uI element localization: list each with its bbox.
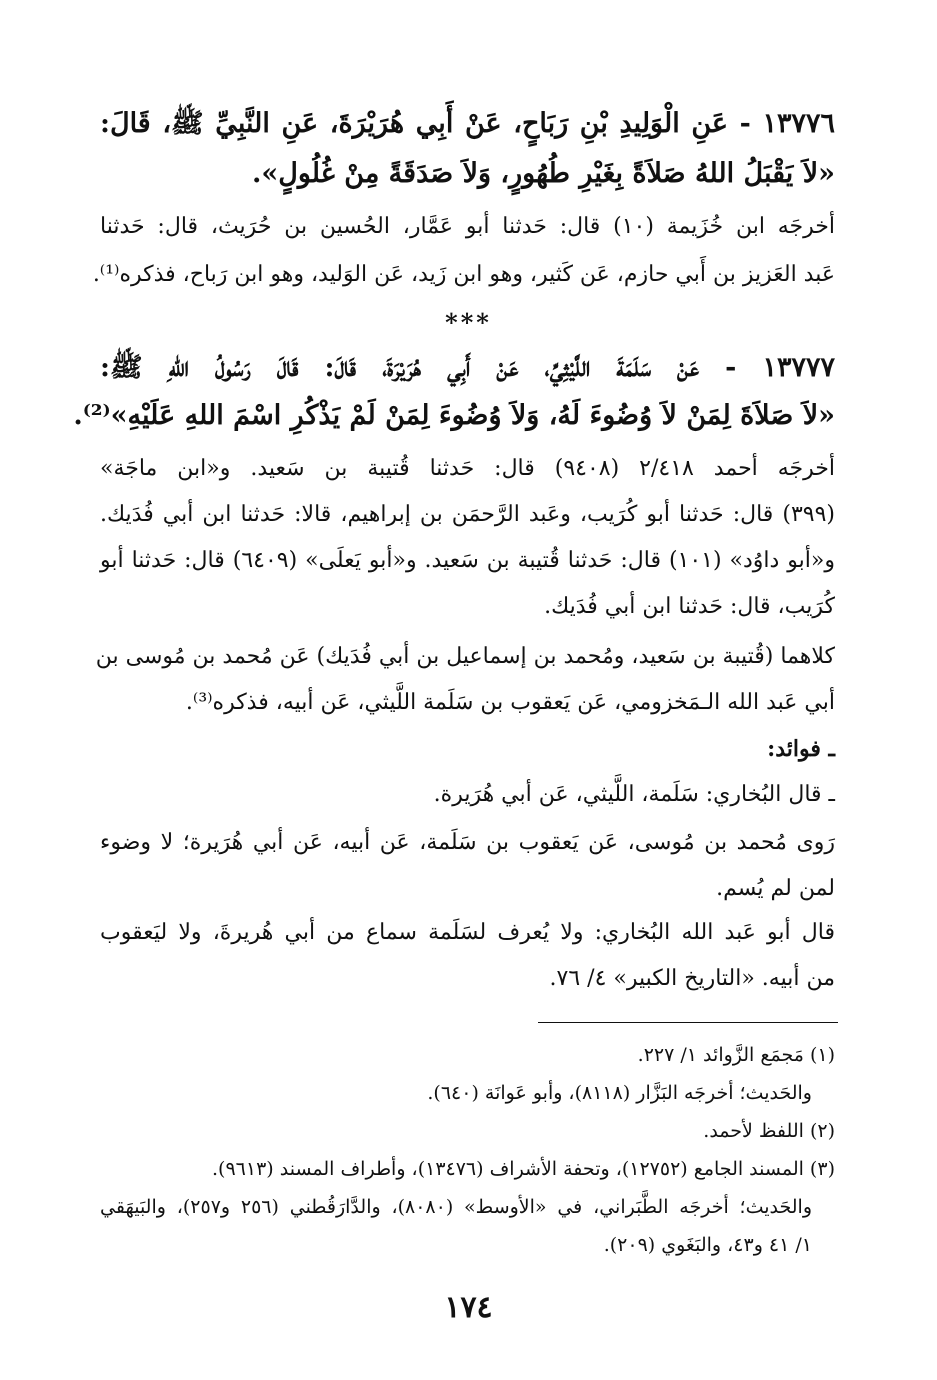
footnote-3-line-1: (٣) المسند الجامع (١٢٧٥٢)، وتحفة الأشراف (١٣٤٧٦)، وأطراف المسند (٩٦١٣). [212,1158,835,1180]
section-separator: *** [445,308,492,337]
fawaid-item-2-line-2: لمن لم يُسم. [716,876,835,901]
isnad-line-1: كلاهما (قُتيبة بن سَعيد، ومُحمد بن إسماعيل بن أبي فُدَيك) عَن مُحمد بن مُوسى بن [95,644,835,669]
footnote-2: (٢) اللفظ لأحمد. [703,1120,835,1142]
takhrij-13777-line-1: أخرجَه أحمد ٢/٤١٨ (٩٤٠٨) قال: حَدثنا قُتيبة بن سَعيد. و«ابن ماجَة» [100,456,836,481]
fawaid-item-3-line-1: قال أبو عَبد الله البُخاري: ولا يُعرف لسَلَمة سماع من أبي هُريرةَ، ولا ليَعقوب [100,920,835,945]
footnote-1-line-1: (١) مَجمَع الزَّوائد ١/ ٢٢٧. [637,1044,835,1066]
takhrij-13777-line-3: و«أبو داوُد» (١٠١) قال: حَدثنا قُتيبة بن سَعيد. و«أبو يَعلَى» (٦٤٠٩) قال: حَدثنا أبو [100,548,835,573]
takhrij-13777-line-4: كُرَيب، قال: حَدثنا ابن أبي فُدَيك. [544,594,835,619]
takhrij-13777-line-2: (٣٩٩) قال: حَدثنا أبو كُرَيب، وعَبد الرَّحمَن بن إبراهيم، قالا: حَدثنا ابن أبي فُدَيك. [100,502,836,527]
fawaid-item-2-line-1: رَوى مُحمد بن مُوسى، عَن يَعقوب بن سَلَمة، عَن أبيه، عَن أبي هُرَيرة؛ لا وضوء [100,830,835,855]
hadith-13777-line-2: «لاَ صَلاَةَ لِمَنْ لاَ وُضُوءَ لَهُ، وَلاَ وُضُوءَ لِمَنْ لَمْ يَذْكُرِ اسْمَ اللهِ عَلَيْهِ»⁽²⁾. [73,400,835,431]
fawaid-item-1: ـ قال البُخاري: سَلَمة، اللَّيثي، عَن أبي هُرَيرة. [433,782,835,807]
footnote-1-line-2: والحَديث؛ أخرجَه البَزَّار (٨١١٨)، وأبو عَوانَة (٦٤٠). [427,1082,812,1104]
hadith-13776-line-1: ١٣٧٧٦ - عَنِ الْوَلِيدِ بْنِ رَبَاحٍ، عَنْ أَبِي هُرَيْرَةَ، عَنِ النَّبِيِّ ﷺ، قَالَ: [100,108,835,139]
fawaid-item-3-line-2: من أبيه. «التاريخ الكبير» ٤/ ٧٦. [549,966,835,991]
hadith-13777-line-1: ١٣٧٧٧ - عَنْ سَلَمَةَ اللَّيْثِيِّ، عَنْ أَبِي هُرَيْرَةَ، قَالَ: قَالَ رَسُولُ اللهِ ﷺ: [100,352,835,383]
takhrij-13776-line-2: عَبد العَزيز بن أَبي حازم، عَن كَثير، وهو ابن زَيد، عَن الوَليد، وهو ابن رَباح، فذكره⁽¹⁾. [92,262,835,287]
footnote-3-line-2: والحَديث؛ أخرجَه الطَّبَراني، في «الأوسط» (٨٠٨٠)، والدَّارَقُطني (٢٥٦ و٢٥٧)، والبَيهَقي [100,1196,812,1218]
footnote-3-line-3: ١/ ٤١ و٤٣، والبَغَوي (٢٠٩). [603,1234,812,1256]
footnote-separator [538,1022,838,1023]
page-number: ١٧٤ [444,1290,493,1325]
takhrij-13776-line-1: أخرجَه ابن خُزَيمة (١٠) قال: حَدثنا أبو عَمَّار، الحُسين بن حُرَيث، قال: حَدثنا [100,214,835,239]
isnad-line-2: أبي عَبد الله الـمَخزومي، عَن يَعقوب بن سَلَمة اللَّيثي، عَن أبيه، فذكره⁽³⁾. [185,690,835,715]
fawaid-heading: ـ فوائد: [767,736,835,762]
hadith-13776-line-2: «لاَ يَقْبَلُ اللهُ صَلاَةً بِغَيْرِ طُهُورٍ، وَلاَ صَدَقَةً مِنْ غُلُولٍ». [251,158,835,189]
